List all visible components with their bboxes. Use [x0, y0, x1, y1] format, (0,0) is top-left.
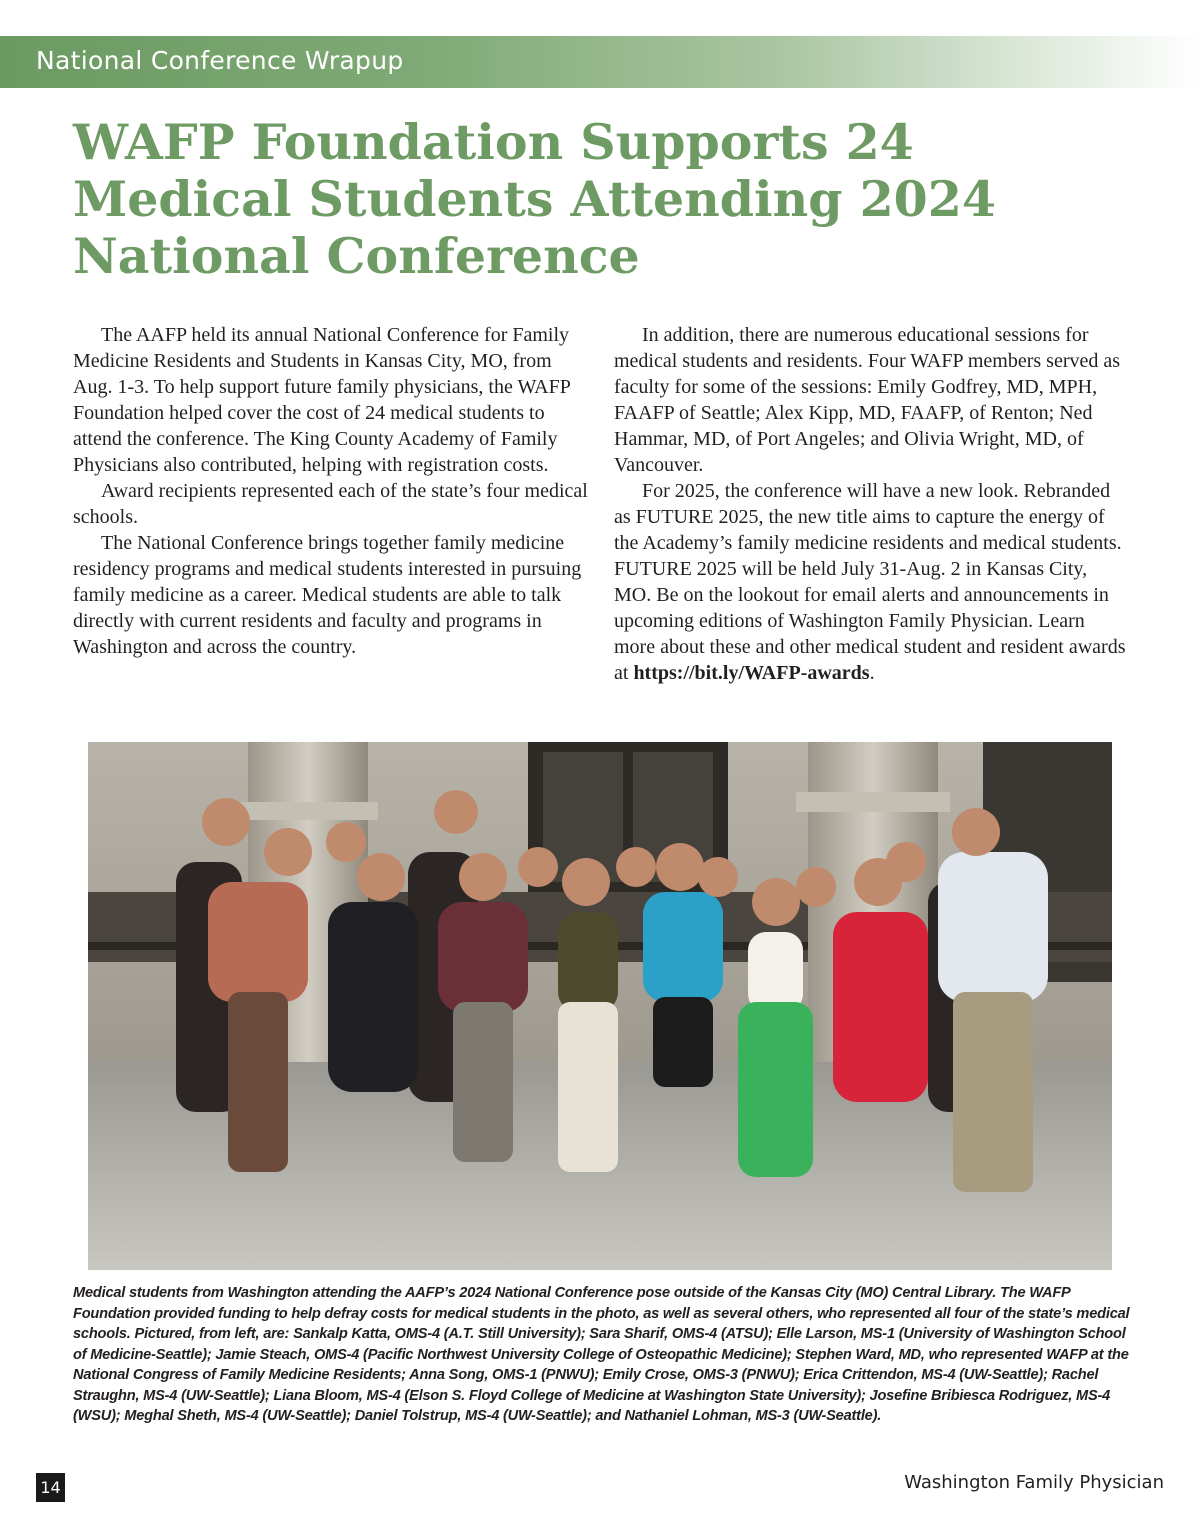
paragraph: In addition, there are numerous educational sessions for medical students and residents. Four WAFP members served as faculty for some of the sessions: Emily Godfrey, MD, MPH, FAAFP of Seattle; Alex Kipp, MD, FAAFP, of Renton; Ned Hammar, MD, of Port Angeles; and Olivia Wright, MD, of Vancouver.	[614, 324, 1121, 476]
article-body	[73, 322, 1129, 686]
paragraph: The AAFP held its annual National Conference for Family Medicine Residents and Students in Kansas City, MO, from Aug. 1-3. To help support future family physicians, the WAFP Foundation helped cover the cost of 24 medical students to attend the conference. The King County Academy of Family Physicians also contributed, helping with registration costs.	[73, 324, 571, 476]
photo-caption: Medical students from Washington attending the AAFP’s 2024 National Conference pose outside of the Kansas City (MO) Central Library. The WAFP Foundation provided funding to help defray costs for medical students in the photo, as well as several others, who represented all four of the state’s medical schools. Pictured, from left, are: Sankalp Katta, OMS-4 (A.T. Still University); Sara Sharif, OMS-4 (ATSU); Elle Larson, MS-1 (University of Washington School of Medicine-Seattle); Jamie Steach, OMS-4 (Pacific Northwest University College of Osteopathic Medicine); Stephen Ward, MD, who represented WAFP at the National Congress of Family Medicine Residents; Anna Song, OMS-1 (PNWU); Emily Crose, OMS-3 (PNWU); Erica Crittendon, MS-4 (UW-Seattle); Rachel Straughn, MS-4 (UW-Seattle); Liana Bloom, MS-4 (Elson S. Floyd College of Medicine at Washington State University); Josefine Bribiesca Rodriguez, MS-4 (WSU); Meghal Sheth, MS-4 (UW-Seattle); Daniel Tolstrup, MS-4 (UW-Seattle); and Nathaniel Lohman, MS-3 (UW-Seattle).	[73, 1285, 1130, 1424]
paragraph-text: For 2025, the conference will have a new look. Rebranded as FUTURE 2025, the new title aims to capture the energy of the Academy’s family medicine residents and medical students. FUTURE 2025 will be held July 31-Aug. 2 in Kansas City, MO. Be on the lookout for email alerts and announcements in upcoming editions of Washington Family Physician. Learn more about these and other medical student and resident awards at	[614, 480, 1126, 684]
headline-line-2: Medical Students Attending 2024	[73, 170, 996, 228]
group-photo	[88, 742, 1112, 1270]
headline-line-1: WAFP Foundation Supports 24	[73, 113, 914, 171]
section-banner	[0, 36, 1200, 88]
paragraph: Award recipients represented each of the state’s four medical schools.	[73, 480, 588, 528]
group-photo-illustration	[88, 742, 1112, 1270]
headline-line-3: National Conference	[73, 227, 640, 285]
paragraph-with-link	[614, 478, 1129, 686]
paragraph-end: .	[869, 662, 875, 684]
page-number: 14	[36, 1473, 65, 1502]
publication-name: Washington Family Physician	[904, 1472, 1164, 1493]
article-headline	[73, 114, 1133, 285]
left-column	[73, 322, 588, 686]
awards-link[interactable]: https://bit.ly/WAFP-awards	[633, 662, 870, 684]
right-column	[614, 322, 1129, 686]
section-label: National Conference Wrapup	[36, 46, 404, 75]
paragraph: The National Conference brings together family medicine residency programs and medical students interested in pursuing family medicine as a career. Medical students are able to talk directly with current residents and faculty and programs in Washington and across the country.	[73, 532, 582, 658]
